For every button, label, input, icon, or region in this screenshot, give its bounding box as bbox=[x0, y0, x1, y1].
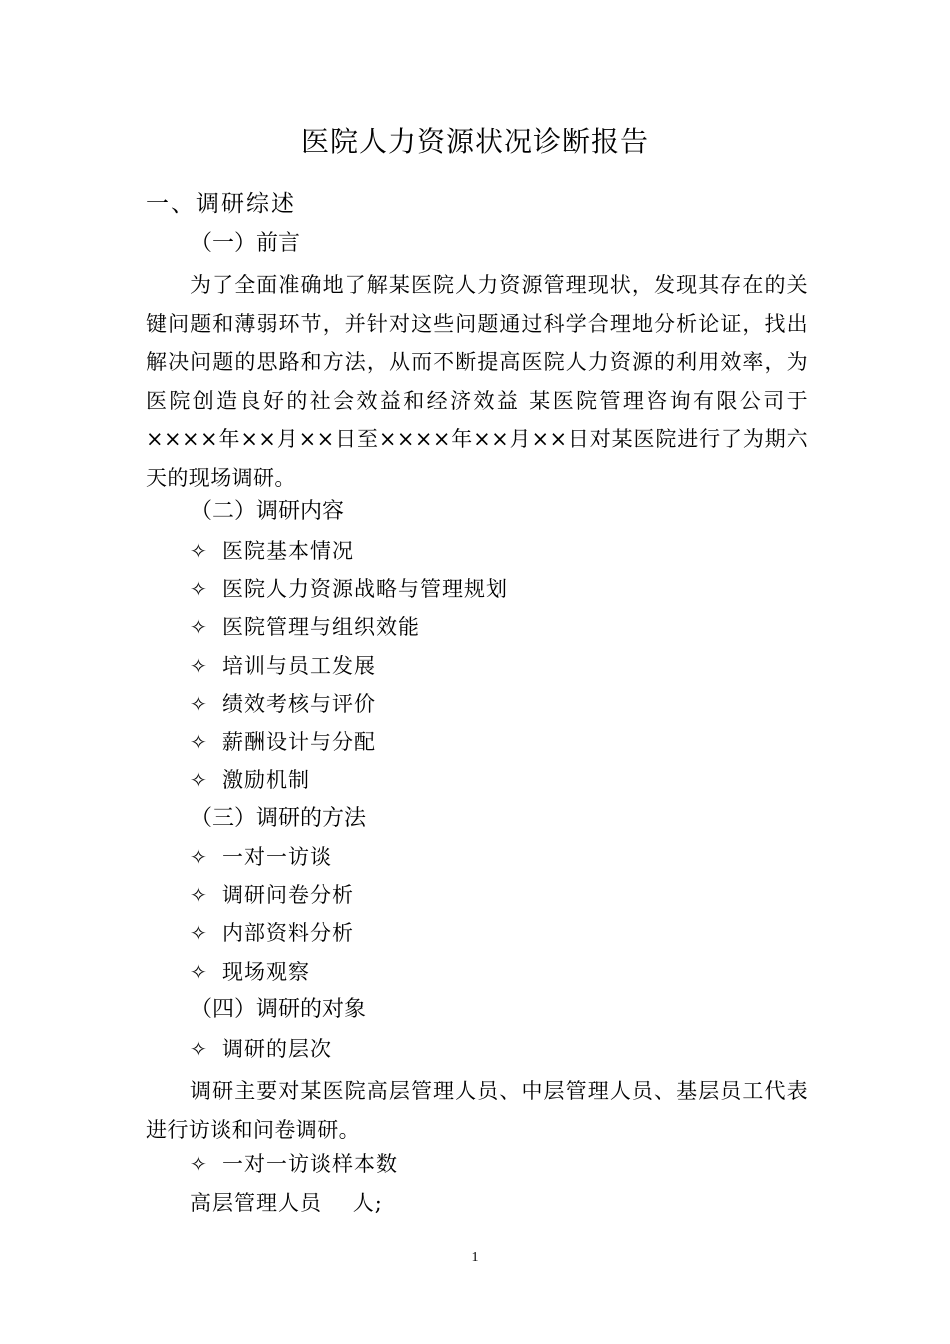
bullet-icon: ✧ bbox=[190, 539, 208, 563]
bullet-icon: ✧ bbox=[190, 768, 208, 792]
bullet-icon: ✧ bbox=[190, 692, 208, 716]
bullet-icon: ✧ bbox=[190, 883, 208, 907]
subsection-heading-preface: （一）前言 bbox=[190, 231, 301, 256]
list-item: ✧ 内部资料分析 bbox=[190, 918, 354, 948]
list-item: ✧ 激励机制 bbox=[190, 765, 310, 795]
bullet-icon: ✧ bbox=[190, 845, 208, 869]
list-item: ✧ 现场观察 bbox=[190, 957, 310, 987]
list-item: ✧ 绩效考核与评价 bbox=[190, 689, 376, 719]
subsection-heading-subjects: （四）调研的对象 bbox=[190, 997, 367, 1022]
bullet-icon: ✧ bbox=[190, 615, 208, 639]
bullet-icon: ✧ bbox=[190, 921, 208, 945]
subsection-heading-methods: （三）调研的方法 bbox=[190, 806, 367, 831]
list-item: ✧ 薪酬设计与分配 bbox=[190, 727, 376, 757]
list-item: ✧ 一对一访谈样本数 bbox=[190, 1149, 398, 1179]
section-heading: 一、调研综述 bbox=[146, 191, 296, 217]
sample-line: 高层管理人员 人; bbox=[190, 1191, 383, 1215]
subjects-paragraph: 调研主要对某医院高层管理人员、中层管理人员、基层员工代表进行访谈和问卷调研。 bbox=[146, 1079, 808, 1142]
list-item: ✧ 调研的层次 bbox=[190, 1034, 332, 1064]
list-item: ✧ 医院人力资源战略与管理规划 bbox=[190, 574, 508, 604]
subsection-heading-content: （二）调研内容 bbox=[190, 499, 345, 524]
bullet-icon: ✧ bbox=[190, 654, 208, 678]
document-title: 医院人力资源状况诊断报告 bbox=[300, 125, 649, 158]
list-item: ✧ 医院基本情况 bbox=[190, 536, 354, 566]
list-item: ✧ 一对一访谈 bbox=[190, 842, 332, 872]
list-item: ✧ 医院管理与组织效能 bbox=[190, 612, 420, 642]
bullet-icon: ✧ bbox=[190, 730, 208, 754]
list-item: ✧ 调研问卷分析 bbox=[190, 880, 354, 910]
bullet-icon: ✧ bbox=[190, 960, 208, 984]
preface-paragraph: 为了全面准确地了解某医院人力资源管理现状，发现其存在的关键问题和薄弱环节，并针对这些问题通过科学合理地分析论证，找出解决问题的思路和方法，从而不断提高医院人力资源的利用效率，为医院创造良好的社会效益和经济效益 某医院管理咨询有限公司于××××年××月××日至××××年××月××日对某医院进行了为期六天的现场调研。 bbox=[146, 273, 808, 490]
bullet-icon: ✧ bbox=[190, 577, 208, 601]
page-number: 1 bbox=[471, 1250, 479, 1265]
list-item: ✧ 培训与员工发展 bbox=[190, 651, 376, 681]
bullet-icon: ✧ bbox=[190, 1037, 208, 1061]
bullet-icon: ✧ bbox=[190, 1152, 208, 1176]
